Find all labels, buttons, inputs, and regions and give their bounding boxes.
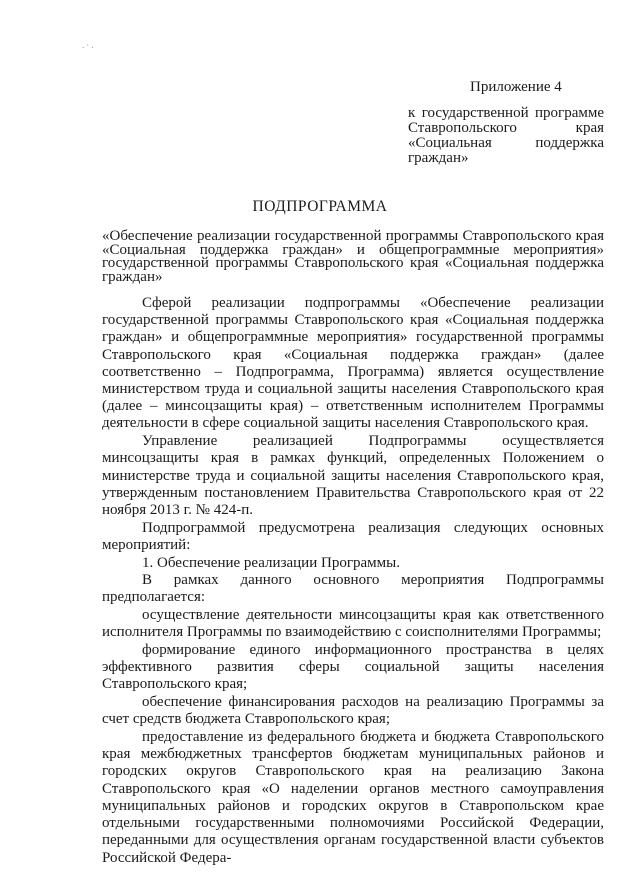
paragraph: Управление реализацией Подпрограммы осуществляется минсоцзащиты края в рамках функций, определенных Положением о министерстве труда и социальной защиты населения Ставропольского края, утвержденным постановлением Правительства Ставропольского края от 22 ноября 2013 г. № 424-п. bbox=[102, 433, 604, 518]
appendix-reference: к государственной программе Ставропольского края «Социальная поддержка граждан» bbox=[408, 105, 604, 166]
document-body bbox=[102, 295, 604, 867]
paragraph: обеспечение финансирования расходов на реализацию Программы за счет средств бюджета Ставропольского края; bbox=[102, 694, 604, 728]
paragraph: 1. Обеспечение реализации Программы. bbox=[142, 554, 400, 571]
paragraph: формирование единого информационного пространства в целях эффективного развития сферы социальной защиты населения Ставропольского края; bbox=[102, 642, 604, 693]
paragraph: В рамках данного основного мероприятия Подпрограммы предполагается: bbox=[102, 572, 604, 606]
appendix-title: Приложение 4 bbox=[470, 79, 562, 95]
scan-speck: .·. bbox=[82, 40, 96, 50]
paragraph: Сферой реализации подпрограммы «Обеспечение реализации государственной программы Ставропольского края «Социальная поддержка граждан» и общепрограммные мероприятия» государственной программы Ставропольского края «Социальная поддержка граждан» (далее соответственно – Подпрограмма, Программа) является осуществление министерством труда и социальной защиты населения Ставропольского края (далее – минсоцзащиты края) – ответственным исполнителем Программы деятельности в сфере социальной защиты населения Ставропольского края. bbox=[102, 295, 604, 432]
paragraph: осуществление деятельности минсоцзащиты края как ответственного исполнителя Программы по взаимодействию с соисполнителями Программы; bbox=[102, 607, 604, 641]
document-subtitle: «Обеспечение реализации государственной программы Ставропольского края «Социальная поддержка граждан» и общепрограммные мероприятия» государственной программы Ставропольского края «Социальная поддержка граждан» bbox=[102, 228, 604, 285]
document-heading: ПОДПРОГРАММА bbox=[252, 198, 388, 215]
paragraph: предоставление из федерального бюджета и бюджета Ставропольского края межбюджетных трансфертов бюджетам муниципальных районов и городских округов Ставропольского края на реализацию Закона Ставропольского края «О наделении органов местного самоуправления муниципальных районов и городских округов в Ставропольском крае отдельными государственными полномочиями Российской Федерации, переданными для осуществления органам государственной власти субъектов Российской Федера- bbox=[102, 729, 604, 866]
paragraph: Подпрограммой предусмотрена реализация следующих основных мероприятий: bbox=[102, 519, 604, 553]
